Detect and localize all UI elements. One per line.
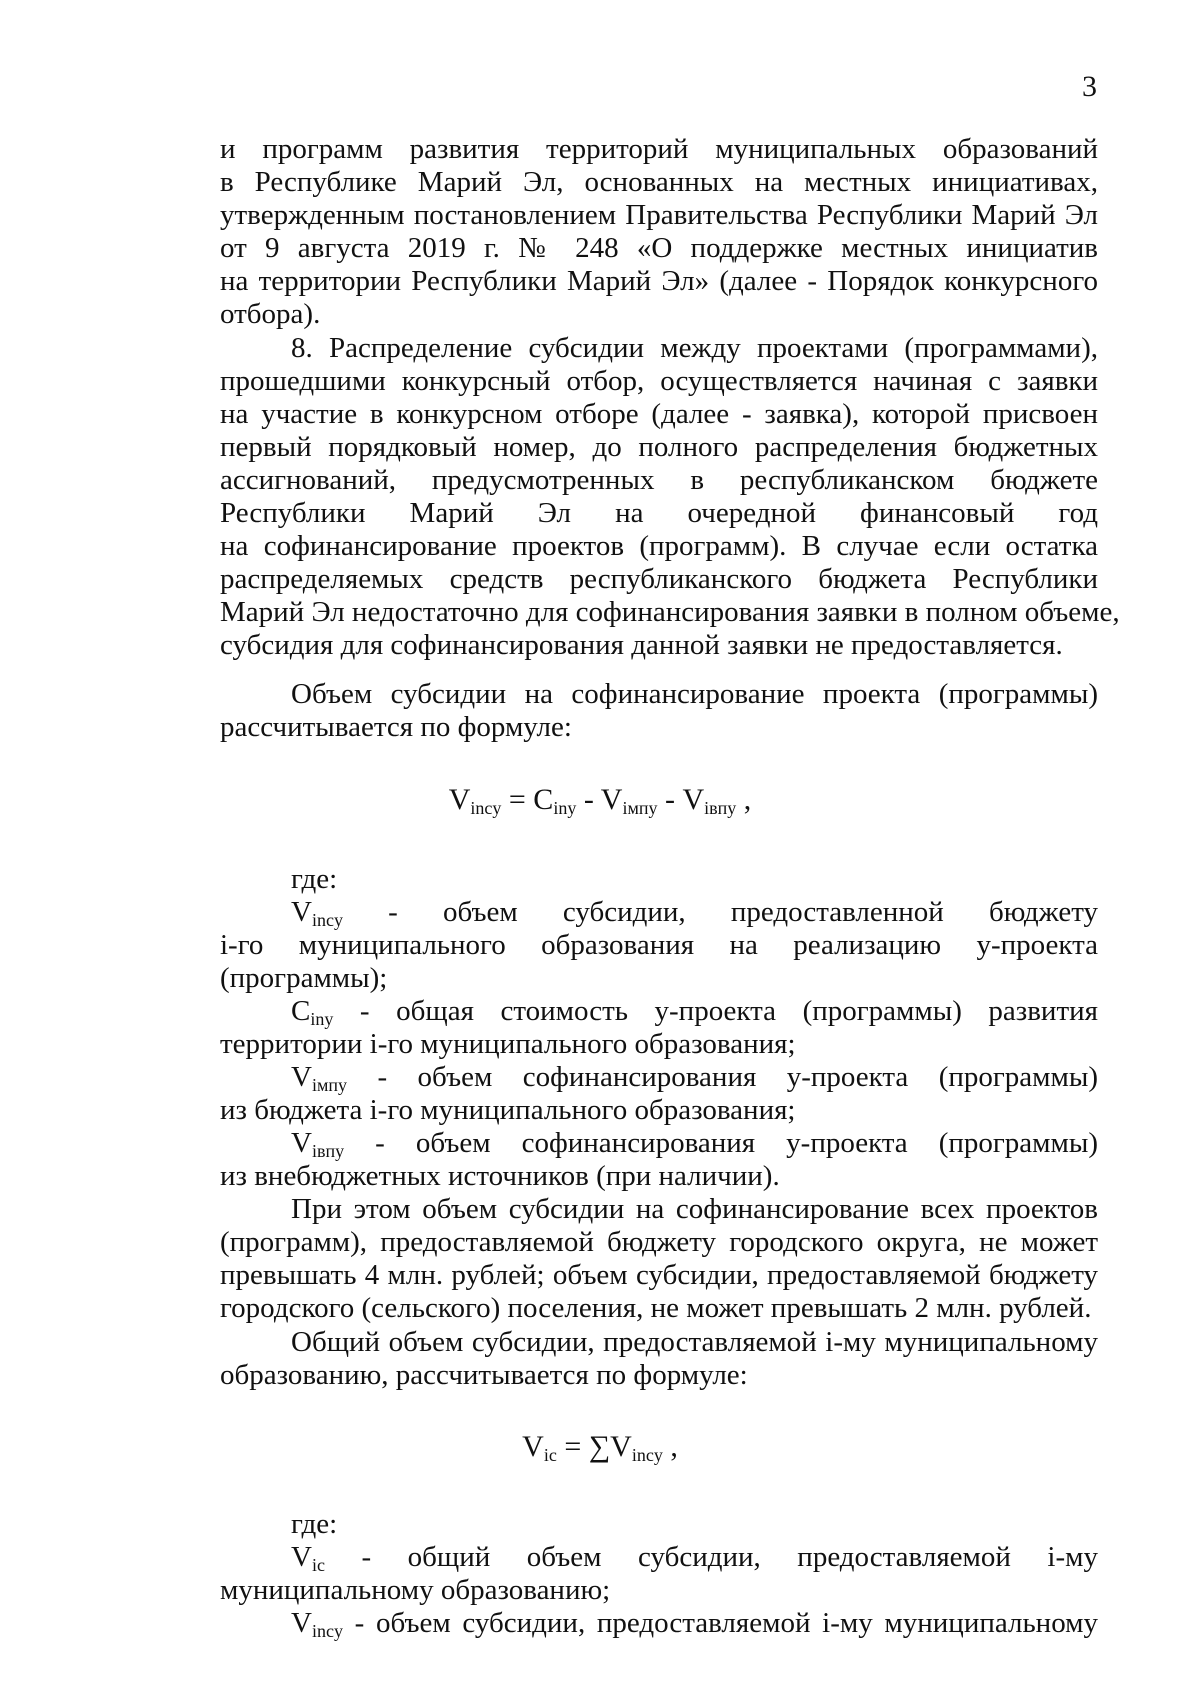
formula-subscript: incy <box>631 1445 663 1465</box>
text-line: $V_{ic}$ - общий объем субсидии, предоставляемой i-му <box>291 1541 1098 1575</box>
text-line: (программы); <box>220 962 388 994</box>
where-label: где: <box>291 863 338 895</box>
text-line: из внебюджетных источников (при наличии). <box>220 1160 780 1192</box>
definition-v-incy-total <box>220 1607 1098 1640</box>
formula-subscript: ic <box>543 1445 557 1465</box>
text-line: из бюджета i-го муниципального образования; <box>220 1094 796 1126</box>
text-line: территории i-го муниципального образования; <box>220 1028 796 1060</box>
text-line: $V_{iвпу}$ - объем софинансирования y-проекта (программы) <box>291 1127 1098 1161</box>
text-line: субсидия для софинансирования данной заявки не предоставляется. <box>220 629 1063 661</box>
text-line: При этом объем субсидии на софинансирование всех проектов <box>291 1193 1098 1225</box>
text-line: и программ развития территорий муниципальных образований <box>220 133 1098 165</box>
text-line: $V_{incy}$ - объем субсидии, предоставляемой i-му муниципальному <box>291 1607 1098 1641</box>
text-line: утвержденным постановлением Правительства Республики Марий Эл <box>220 199 1098 231</box>
text-line: городского (сельского) поселения, не может превышать 2 млн. рублей. <box>220 1292 1092 1324</box>
formula-operator: = C <box>501 783 554 816</box>
text-line: (программ), предоставляемой бюджету городского округа, не может <box>220 1226 1098 1258</box>
formula-subscript: iвпу <box>704 798 737 818</box>
paragraph-item-8 <box>220 332 1120 662</box>
text-line: от 9 августа 2019 г. № 248 «О поддержке местных инициатив <box>220 232 1098 264</box>
text-line: рассчитывается по формуле: <box>220 711 572 743</box>
text-line: превышать 4 млн. рублей; объем субсидии, предоставляемой бюджету <box>220 1259 1098 1291</box>
paragraph-subsidy-limits <box>220 1193 1098 1325</box>
text-line: $V_{incy}$ - объем субсидии, предоставленной бюджету <box>291 896 1098 930</box>
formula-operator: - V <box>576 783 623 816</box>
formula-symbol: V <box>522 1430 544 1463</box>
definition-v-ivpu <box>220 1127 1098 1193</box>
formula-symbol: V <box>448 783 471 816</box>
formula-subscript: incy <box>470 798 502 818</box>
text-line: $V_{iмпу}$ - объем софинансирования y-проекта (программы) <box>291 1061 1098 1095</box>
formula-punctuation: , <box>662 1430 678 1463</box>
text-line: Общий объем субсидии, предоставляемой i-му муниципальному <box>291 1326 1098 1358</box>
definition-v-ic <box>220 1541 1098 1607</box>
text-line: на территории Республики Марий Эл» (далее - Порядок конкурсного <box>220 265 1098 297</box>
text-line: муниципальному образованию; <box>220 1574 611 1606</box>
definition-v-impu <box>220 1061 1098 1127</box>
text-line: Республики Марий Эл на очередной финансовый год <box>220 497 1098 529</box>
text-line: отбора). <box>220 298 321 330</box>
paragraph-continuation <box>220 133 1098 331</box>
text-line: 8. Распределение субсидии между проектами (программами), <box>291 332 1098 364</box>
text-line: прошедшими конкурсный отбор, осуществляется начиная с заявки <box>220 365 1098 397</box>
definition-v-incy <box>220 896 1098 995</box>
text-line: $C_{iny}$ - общая стоимость y-проекта (программы) развития <box>291 995 1098 1029</box>
formula-subsidy-per-project <box>0 783 1200 817</box>
text-line: Объем субсидии на софинансирование проекта (программы) <box>291 678 1098 710</box>
text-line: Марий Эл недостаточно для софинансирования заявки в полном объеме, <box>220 596 1120 628</box>
text-line: на софинансирование проектов (программ). В случае если остатка <box>220 530 1098 562</box>
text-line: образованию, рассчитывается по формуле: <box>220 1359 748 1391</box>
formula-subscript: iмпу <box>622 798 658 818</box>
definition-c-iny <box>220 995 1098 1061</box>
formula-operator: - V <box>657 783 705 816</box>
text-line: распределяемых средств республиканского бюджета Республики <box>220 563 1098 595</box>
text-line: на участие в конкурсном отборе (далее - заявка), которой присвоен <box>220 398 1098 430</box>
text-line: i-го муниципального образования на реализацию y-проекта <box>220 929 1098 961</box>
paragraph-formula-intro <box>220 678 1098 744</box>
where-label: где: <box>291 1508 338 1540</box>
text-line: первый порядковый номер, до полного распределения бюджетных <box>220 431 1098 463</box>
paragraph-total-formula-intro <box>220 1326 1098 1392</box>
page-number: 3 <box>1082 70 1097 103</box>
text-line: в Республике Марий Эл, основанных на местных инициативах, <box>220 166 1098 198</box>
formula-total-subsidy <box>0 1430 1200 1464</box>
formula-punctuation: , <box>736 783 752 816</box>
text-line: ассигнований, предусмотренных в республиканском бюджете <box>220 464 1098 496</box>
formula-operator: = ∑V <box>556 1430 632 1463</box>
formula-subscript: iny <box>553 798 577 818</box>
